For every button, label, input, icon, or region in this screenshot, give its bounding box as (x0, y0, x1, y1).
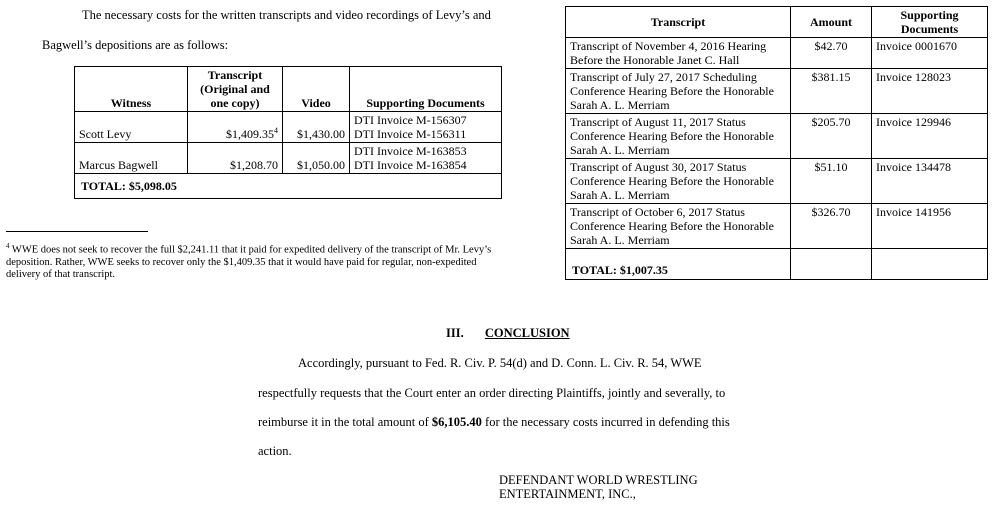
table-header-row (566, 7, 988, 38)
header-transcript: Transcript (Original and one copy) (188, 67, 283, 112)
section-number: III. (446, 326, 464, 340)
empty-cell (791, 249, 872, 280)
invoice-cell: Invoice 141956 (872, 204, 988, 249)
transcript-cell: Transcript of July 27, 2017 Scheduling Conference Hearing Before the Honorable Sarah A. L. Merriam (566, 69, 791, 114)
table-row (75, 143, 502, 174)
table-row (566, 38, 988, 69)
deposition-total: TOTAL: $5,098.05 (75, 174, 502, 199)
table-row (566, 69, 988, 114)
section-title: CONCLUSION (484, 326, 570, 340)
video-cell: $1,050.00 (283, 143, 350, 174)
signature-block (499, 473, 698, 501)
docs-cell (350, 112, 502, 143)
amount-cell: $205.70 (791, 114, 872, 159)
footnote-divider (6, 231, 148, 232)
transcript-cell: $1,208.70 (188, 143, 283, 174)
transcript-cell (188, 112, 283, 143)
deposition-costs-table (74, 66, 502, 199)
amount-cell: $381.15 (791, 69, 872, 114)
transcript-cell: Transcript of November 4, 2016 Hearing Before the Honorable Janet C. Hall (566, 38, 791, 69)
footnote-reference: 4 (274, 126, 278, 135)
total-row (566, 249, 988, 280)
conclusion-line-1: Accordingly, pursuant to Fed. R. Civ. P. 54(d) and D. Conn. L. Civ. R. 54, WWE (298, 356, 702, 370)
invoice-cell: Invoice 128023 (872, 69, 988, 114)
header-witness: Witness (75, 67, 188, 112)
table-row (566, 114, 988, 159)
conclusion-line-3 (258, 414, 730, 430)
transcript-cell: Transcript of October 6, 2017 Status Conference Hearing Before the Honorable Sarah A. L. Merriam (566, 204, 791, 249)
invoice-cell: Invoice 0001670 (872, 38, 988, 69)
hearing-transcripts-table (565, 6, 988, 280)
header-video: Video (283, 67, 350, 112)
conclusion-text-post: for the necessary costs incurred in defending this (481, 415, 730, 429)
footnote (6, 240, 506, 281)
witness-cell: Marcus Bagwell (75, 143, 188, 174)
signature-line-1: DEFENDANT WORLD WRESTLING (499, 473, 698, 487)
video-cell: $1,430.00 (283, 112, 350, 143)
header-transcript: Transcript (566, 7, 791, 38)
intro-line-2: Bagwell’s depositions are as follows: (42, 38, 229, 52)
transcript-cell: Transcript of August 11, 2017 Status Conference Hearing Before the Honorable Sarah A. L. Merriam (566, 114, 791, 159)
empty-cell (872, 249, 988, 280)
total-amount: $6,105.40 (431, 415, 482, 429)
transcript-cell: Transcript of August 30, 2017 Status Conference Hearing Before the Honorable Sarah A. L. Merriam (566, 159, 791, 204)
conclusion-line-2: respectfully requests that the Court enter an order directing Plaintiffs, jointly and severally, to (258, 386, 726, 400)
witness-cell: Scott Levy (75, 112, 188, 143)
table-row (566, 204, 988, 249)
signature-line-2: ENTERTAINMENT, INC., (499, 487, 636, 501)
invoice-line: DTI Invoice M-156311 (354, 127, 467, 141)
intro-line-1: The necessary costs for the written transcripts and video recordings of Levy’s and (82, 8, 491, 22)
table-row (75, 112, 502, 143)
total-row (75, 174, 502, 199)
conclusion-text-pre: reimburse it in the total amount of (258, 415, 432, 429)
invoice-cell: Invoice 129946 (872, 114, 988, 159)
amount-cell: $326.70 (791, 204, 872, 249)
footnote-mark: 4 (6, 242, 10, 250)
header-supporting-documents: Supporting Documents (872, 7, 988, 38)
invoice-line: DTI Invoice M-163854 (354, 158, 467, 172)
invoice-cell: Invoice 134478 (872, 159, 988, 204)
footnote-text: WWE does not seek to recover the full $2,241.11 that it paid for expedited delivery of the transcript of Mr. Levy’s deposition. Rather, WWE seeks to recover only the $1,409.35 that it would have paid for regular, non-expedited delivery of that transcript. (6, 244, 492, 280)
table-row (566, 159, 988, 204)
invoice-line: DTI Invoice M-163853 (354, 144, 467, 158)
amount-cell: $51.10 (791, 159, 872, 204)
amount-cell: $42.70 (791, 38, 872, 69)
docs-cell (350, 143, 502, 174)
table-header-row (75, 67, 502, 112)
section-heading (446, 325, 570, 341)
invoice-line: DTI Invoice M-156307 (354, 113, 467, 127)
transcript-amount: $1,409.35 (226, 127, 274, 141)
header-supporting-documents: Supporting Documents (350, 67, 502, 112)
header-amount: Amount (791, 7, 872, 38)
conclusion-line-4: action. (258, 444, 292, 458)
hearing-total: TOTAL: $1,007.35 (566, 249, 791, 280)
